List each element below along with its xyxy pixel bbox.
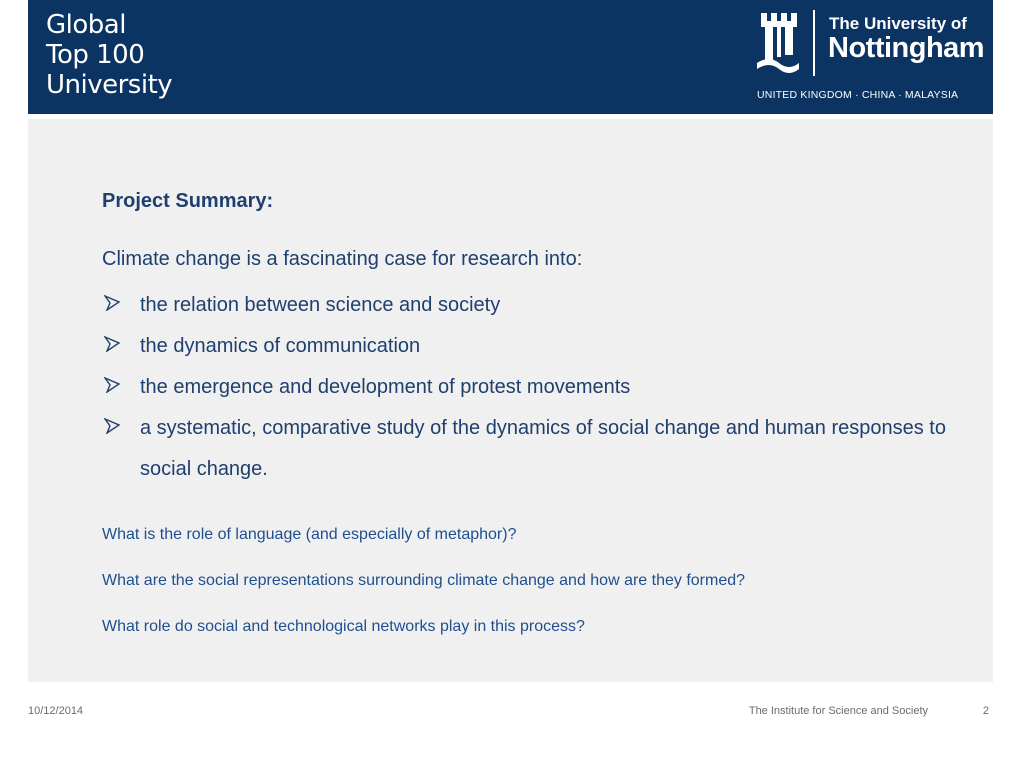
tagline-line-2: Top 100 xyxy=(46,40,145,70)
arrowhead-bullet-icon xyxy=(104,418,120,434)
bullet-text: the emergence and development of protest movements xyxy=(140,376,631,398)
global-top-100-tagline xyxy=(46,10,172,100)
arrowhead-bullet-icon xyxy=(104,336,120,352)
page-number: 2 xyxy=(982,705,989,717)
footer-institute: The Institute for Science and Society xyxy=(748,705,928,717)
tagline-line-1: Global xyxy=(46,10,126,40)
bullet-list xyxy=(102,285,952,490)
research-questions xyxy=(102,525,962,663)
question-item: What are the social representations surrounding climate change and how are they formed? xyxy=(102,572,746,589)
tagline-line-3: University xyxy=(46,70,173,100)
logo-line-1: The University of xyxy=(829,14,967,33)
footer-date: 10/12/2014 xyxy=(28,705,84,717)
bullet-text: the dynamics of communication xyxy=(140,335,421,357)
arrowhead-bullet-icon xyxy=(104,377,120,393)
intro-text: Climate change is a fascinating case for research into: xyxy=(102,248,583,270)
bullet-text: a systematic, comparative study of the dynamics of social change and human responses to social change. xyxy=(140,417,946,480)
content-panel xyxy=(28,119,993,682)
bullet-item xyxy=(102,408,952,490)
slide-header xyxy=(28,0,993,114)
arrowhead-bullet-icon xyxy=(104,295,120,311)
bullet-item xyxy=(102,326,952,367)
question-item: What role do social and technological networks play in this process? xyxy=(102,618,585,635)
bullet-item xyxy=(102,285,952,326)
project-summary-title: Project Summary: xyxy=(102,190,274,212)
question-item: What is the role of language (and especially of metaphor)? xyxy=(102,526,517,543)
logo-countries: UNITED KINGDOM · CHINA · MALAYSIA xyxy=(757,89,959,101)
logo-line-2: Nottingham xyxy=(828,32,985,64)
bullet-item xyxy=(102,367,952,408)
castle-crest-icon xyxy=(755,11,801,75)
logo-divider xyxy=(813,10,815,76)
university-logo xyxy=(755,8,985,108)
bullet-text: the relation between science and society xyxy=(140,294,501,316)
